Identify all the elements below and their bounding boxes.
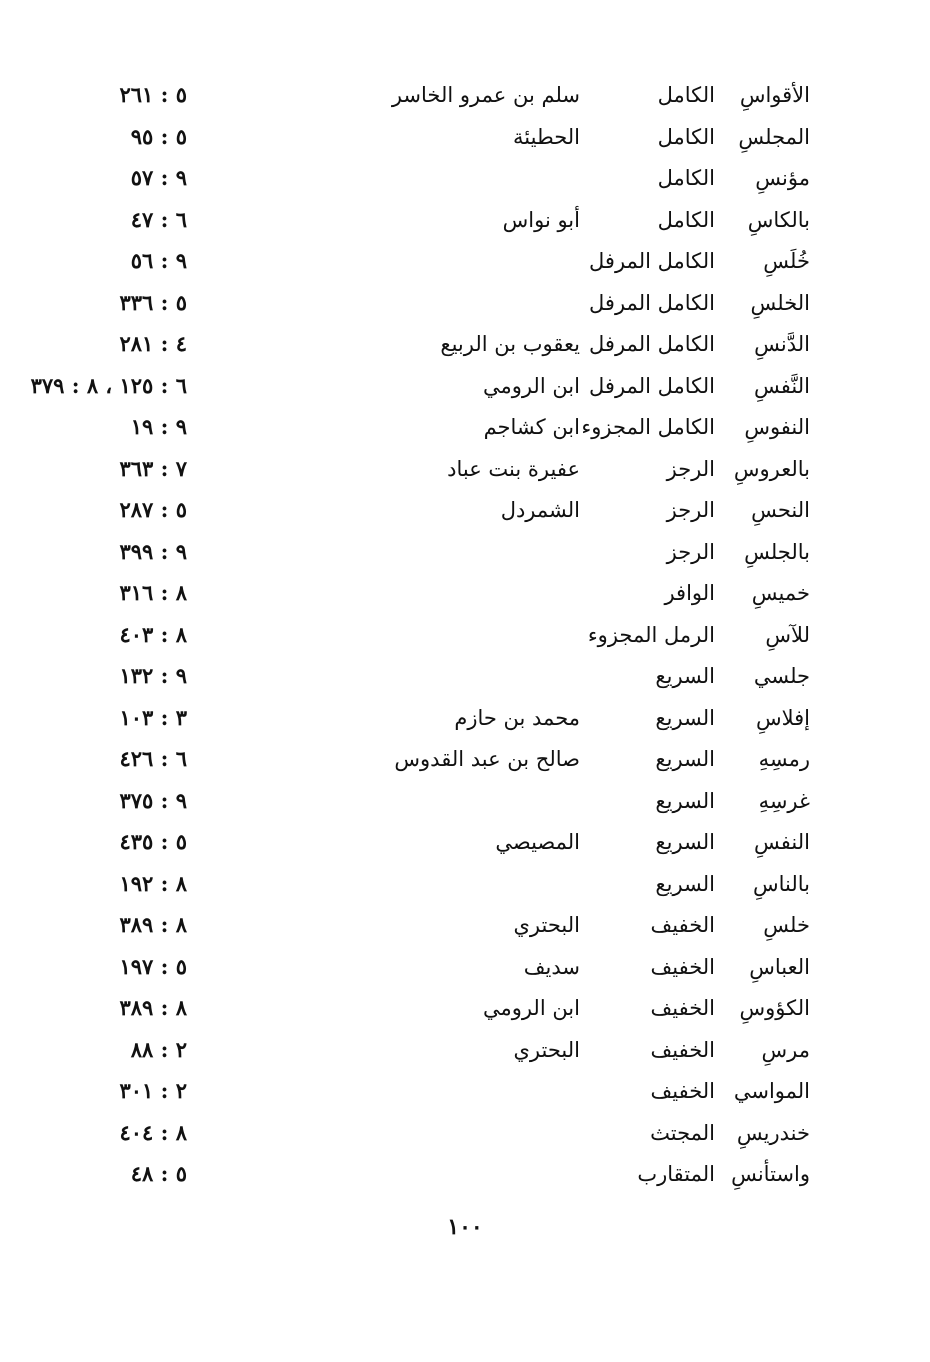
index-table	[0, 76, 930, 1197]
volume-page-reference: ٩ : ١٣٢	[119, 663, 187, 688]
table-row	[0, 1155, 930, 1197]
poet-name: الشمردل	[500, 498, 580, 522]
table-row	[0, 989, 930, 1031]
rhyme-word: رمسِهِ	[758, 747, 810, 771]
meter-name: السريع	[655, 705, 715, 730]
poet-name: سديف	[523, 954, 580, 979]
rhyme-word: الدَّنسِ	[754, 332, 810, 356]
table-row	[0, 242, 930, 284]
volume-page-reference: ٩ : ٣٧٥	[119, 787, 187, 813]
meter-name: الرجز	[666, 539, 715, 564]
table-row	[0, 76, 930, 118]
table-row	[0, 1072, 930, 1114]
rhyme-word: خُلَسِ	[763, 249, 810, 273]
table-row	[0, 491, 930, 533]
volume-page-reference: ٥ : ٢٨٧	[119, 497, 187, 522]
poet-name: المصيصي	[495, 830, 580, 854]
rhyme-word: خلسِ	[763, 913, 810, 937]
rhyme-word: المجلسِ	[738, 124, 810, 149]
volume-page-reference: ٩ : ١٩	[130, 414, 187, 439]
table-row	[0, 657, 930, 699]
meter-name: الرجز	[666, 456, 715, 481]
poet-name: ابن الرومي	[482, 373, 580, 398]
meter-name: الوافر	[664, 581, 715, 605]
rhyme-word: خندريسِ	[736, 1120, 810, 1145]
table-row	[0, 450, 930, 492]
volume-page-reference: ٥ : ٤٣٥	[119, 829, 187, 854]
volume-page-reference: ٥ : ١٩٧	[119, 953, 187, 979]
volume-page-reference: ٨ : ٤٠٤	[119, 1119, 187, 1145]
poet-name: صالح بن عبد القدوس	[394, 747, 580, 771]
rhyme-word: الخلسِ	[750, 290, 810, 315]
table-row	[0, 699, 930, 741]
meter-name: المتقارب	[637, 1162, 715, 1186]
poet-name: الحطيئة	[513, 124, 580, 149]
rhyme-word: العباسِ	[749, 954, 810, 979]
volume-page-reference: ٣ : ١٠٣	[119, 704, 187, 730]
table-row	[0, 740, 930, 782]
meter-name: الرمل المجزوء	[587, 622, 715, 647]
volume-page-reference: ٥ : ٣٣٦	[119, 289, 187, 315]
rhyme-word: المواسي	[733, 1079, 810, 1103]
table-row	[0, 325, 930, 367]
page-number: ١٠٠	[447, 1214, 483, 1240]
rhyme-word: خميسِ	[751, 581, 810, 605]
rhyme-word: النَّفسِ	[754, 373, 810, 398]
table-row	[0, 1031, 930, 1073]
meter-name: الكامل	[657, 166, 715, 190]
volume-page-reference: ٦ : ١٢٥ ، ٨ : ٣٧٩	[30, 372, 187, 398]
table-row	[0, 201, 930, 243]
volume-page-reference: ٧ : ٣٦٣	[119, 455, 187, 481]
volume-page-reference: ٩ : ٣٩٩	[119, 538, 187, 564]
meter-name: الخفيف	[650, 1079, 715, 1103]
meter-name: الخفيف	[650, 1037, 715, 1062]
poet-name: عفيرة بنت عباد	[447, 456, 580, 481]
rhyme-word: بالجلسِ	[744, 539, 810, 564]
volume-page-reference: ٨ : ٣١٦	[119, 580, 187, 605]
volume-page-reference: ٥ : ٢٦١	[119, 82, 187, 107]
rhyme-word: إفلاسِ	[755, 705, 810, 730]
meter-name: الخفيف	[650, 913, 715, 937]
volume-page-reference: ٥ : ٤٨	[130, 1161, 187, 1186]
rhyme-word: مؤنسِ	[755, 166, 810, 190]
meter-name: الكامل	[657, 83, 715, 107]
meter-name: الكامل المرفل	[589, 332, 715, 356]
table-row	[0, 574, 930, 616]
meter-name: الرجز	[666, 498, 715, 522]
rhyme-word: للآسِ	[765, 622, 810, 647]
poet-name: البحتري	[513, 913, 580, 937]
rhyme-word: النفوسِ	[744, 415, 810, 439]
poet-name: يعقوب بن الربيع	[440, 332, 580, 356]
volume-page-reference: ٨ : ٣٨٩	[119, 995, 187, 1020]
volume-page-reference: ٨ : ٣٨٩	[119, 912, 187, 937]
meter-name: المجتث	[650, 1120, 715, 1145]
table-row	[0, 118, 930, 160]
table-row	[0, 159, 930, 201]
table-row	[0, 948, 930, 990]
poet-name: ابن كشاجم	[483, 415, 580, 439]
table-row	[0, 865, 930, 907]
volume-page-reference: ٢ : ٨٨	[130, 1036, 187, 1062]
rhyme-word: جلسي	[753, 664, 810, 688]
meter-name: الكامل	[657, 124, 715, 149]
volume-page-reference: ٢ : ٣٠١	[119, 1078, 187, 1103]
volume-page-reference: ٦ : ٤٧	[130, 206, 187, 232]
meter-name: السريع	[655, 830, 715, 854]
table-row	[0, 823, 930, 865]
meter-name: الكامل	[657, 207, 715, 232]
table-row	[0, 533, 930, 575]
volume-page-reference: ٦ : ٤٢٦	[119, 746, 187, 771]
volume-page-reference: ٩ : ٥٧	[130, 165, 187, 190]
meter-name: السريع	[655, 788, 715, 813]
rhyme-word: بالكاسِ	[747, 207, 810, 232]
poet-name: ابن الرومي	[482, 996, 580, 1020]
rhyme-word: غرسِهِ	[758, 788, 810, 813]
meter-name: الخفيف	[650, 996, 715, 1020]
rhyme-word: مرسِ	[761, 1037, 810, 1062]
rhyme-word: النحسِ	[751, 498, 810, 522]
volume-page-reference: ٨ : ١٩٢	[119, 870, 187, 896]
rhyme-word: النفسِ	[754, 830, 810, 854]
rhyme-word: بالعروسِ	[733, 456, 810, 481]
meter-name: الكامل المجزوء	[581, 415, 715, 439]
meter-name: الخفيف	[650, 954, 715, 979]
table-row	[0, 616, 930, 658]
meter-name: السريع	[655, 747, 715, 771]
table-row	[0, 367, 930, 409]
table-row	[0, 284, 930, 326]
rhyme-word: الأقواسِ	[739, 83, 810, 107]
table-row	[0, 906, 930, 948]
rhyme-word: بالناسِ	[752, 871, 810, 896]
meter-name: السريع	[655, 871, 715, 896]
meter-name: الكامل المرفل	[589, 373, 715, 398]
meter-name: السريع	[655, 664, 715, 688]
rhyme-word: واستأنسِ	[731, 1162, 810, 1186]
volume-page-reference: ٥ : ٩٥	[130, 123, 187, 149]
volume-page-reference: ٩ : ٥٦	[130, 248, 187, 273]
poet-name: البحتري	[513, 1037, 580, 1062]
table-row	[0, 782, 930, 824]
meter-name: الكامل المرفل	[589, 249, 715, 273]
volume-page-reference: ٤ : ٢٨١	[119, 331, 187, 356]
poet-name: محمد بن حازم	[454, 705, 580, 730]
poet-name: أبو نواس	[502, 207, 580, 232]
table-row	[0, 408, 930, 450]
meter-name: الكامل المرفل	[589, 290, 715, 315]
table-row	[0, 1114, 930, 1156]
poet-name: سلم بن عمرو الخاسر	[391, 83, 580, 107]
rhyme-word: الكؤوسِ	[739, 996, 810, 1020]
volume-page-reference: ٨ : ٤٠٣	[119, 621, 187, 647]
